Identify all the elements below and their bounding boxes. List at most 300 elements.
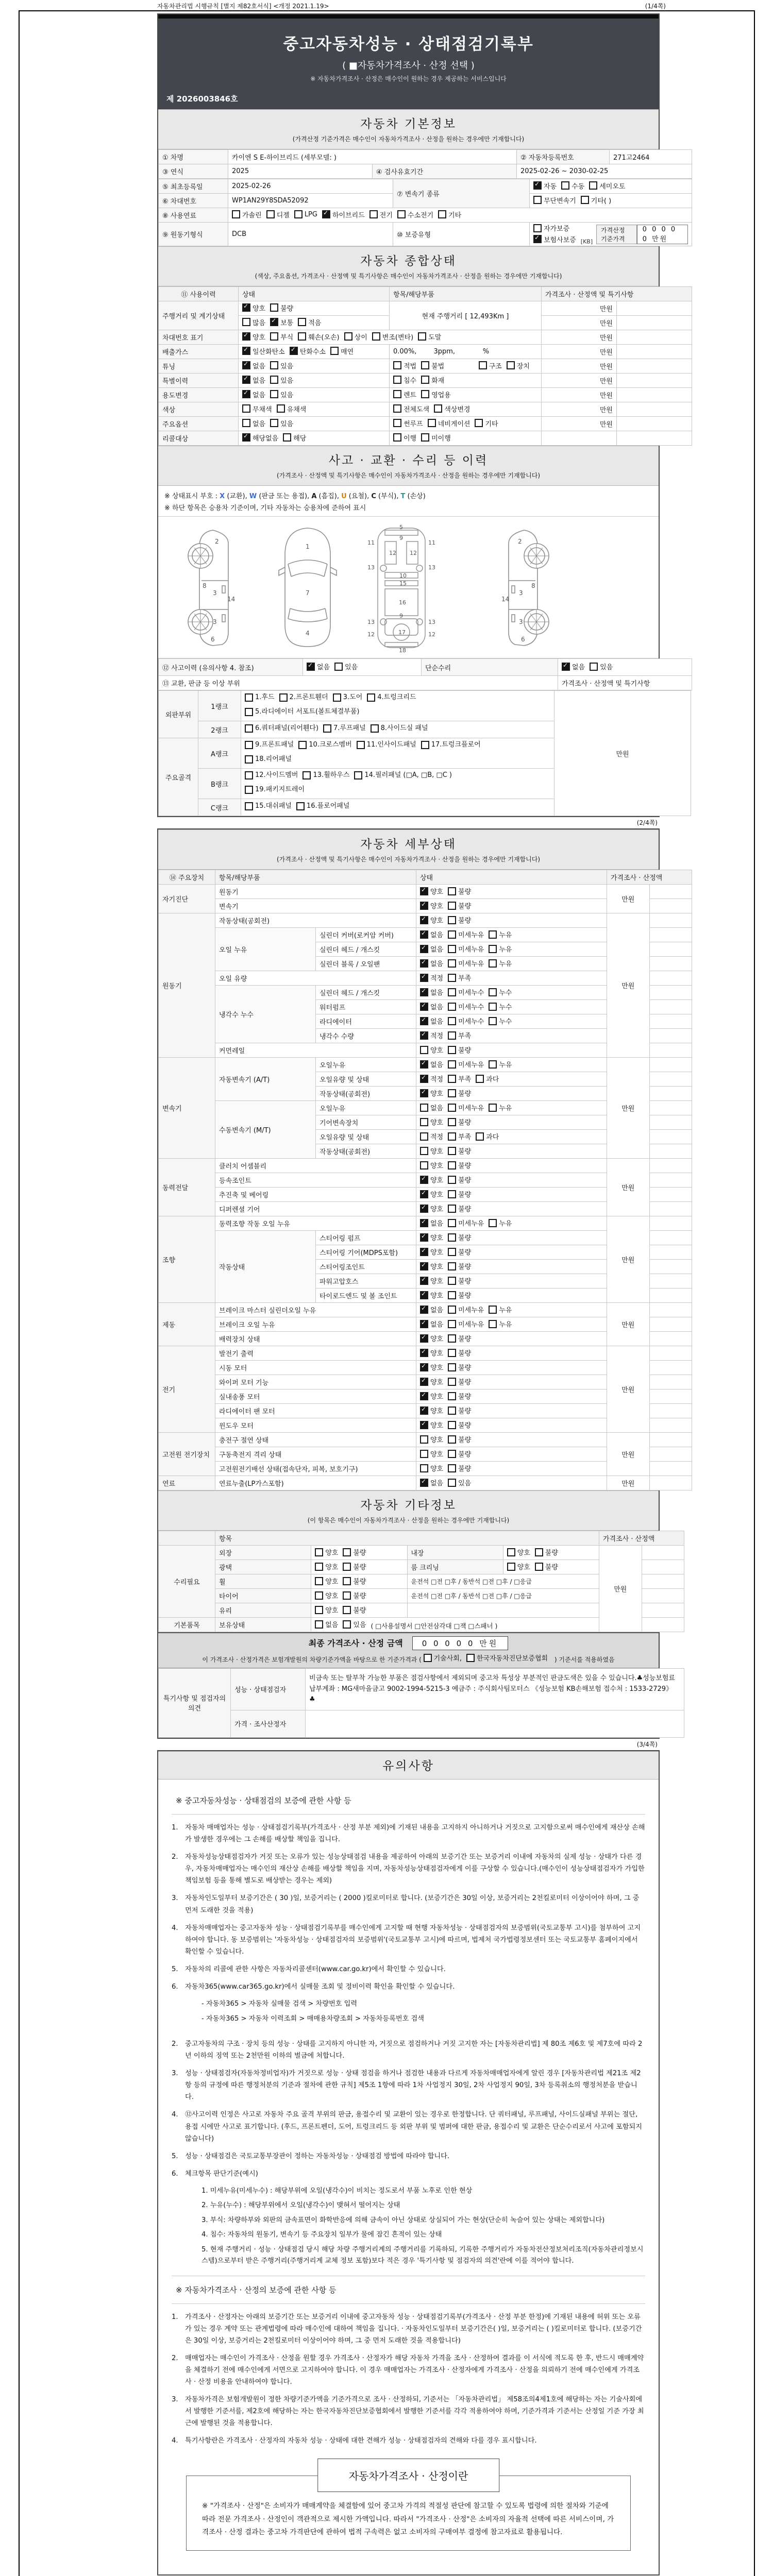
checkbox-option[interactable] — [420, 1160, 443, 1170]
checkbox-option[interactable] — [489, 1304, 512, 1314]
checkbox-option[interactable] — [421, 433, 451, 443]
checkbox-option[interactable] — [315, 1547, 338, 1557]
checkbox-option[interactable] — [489, 1218, 512, 1228]
checkbox-option[interactable] — [590, 662, 613, 671]
checkbox-option[interactable] — [420, 1434, 443, 1444]
unchecked-checkbox-icon — [242, 318, 250, 326]
checkbox-option[interactable] — [448, 944, 484, 954]
checkbox-option[interactable] — [393, 418, 423, 428]
checkbox-option[interactable] — [448, 915, 471, 925]
checkbox-option[interactable] — [354, 769, 452, 781]
fuel-options — [228, 208, 692, 223]
field-label: ① 차명 — [159, 150, 228, 164]
checkbox-option[interactable] — [421, 389, 451, 399]
checkbox-option[interactable] — [448, 1304, 484, 1314]
option-label: 없음 — [430, 1480, 444, 1488]
checkbox-option[interactable] — [448, 1232, 471, 1242]
checkbox-option[interactable] — [420, 958, 443, 968]
checkbox-option[interactable] — [448, 1117, 471, 1127]
checkbox-option[interactable] — [420, 1348, 443, 1358]
option-label: 없음 — [253, 377, 266, 385]
checkbox-option[interactable] — [367, 691, 416, 703]
checkbox-option[interactable] — [393, 361, 416, 370]
checkbox-option[interactable] — [448, 1434, 471, 1444]
checkbox-option[interactable] — [424, 1653, 462, 1663]
option-label: 16.플로어패널 — [306, 802, 350, 810]
option-label: 양호 — [430, 1148, 444, 1156]
option-label: 양호 — [430, 1408, 444, 1416]
checkbox-option[interactable] — [420, 1103, 443, 1112]
checkbox-option[interactable] — [489, 1319, 512, 1329]
checkbox-option[interactable] — [448, 1449, 471, 1459]
checkbox-option[interactable] — [507, 1562, 530, 1571]
checkbox-option[interactable] — [448, 886, 471, 896]
notice-item: 5. 성능 · 상태점검은 국토교통부장관이 정하는 자동차성능 · 상태점검 방법에 따라야 합니다. — [172, 2152, 450, 2160]
checkbox-option[interactable] — [448, 1391, 471, 1401]
checkbox-option[interactable] — [448, 1030, 471, 1040]
checkbox-option[interactable] — [448, 1088, 471, 1098]
blank-cell — [649, 913, 692, 928]
unchecked-checkbox-icon — [270, 376, 278, 384]
option-label: 1.후드 — [255, 693, 275, 701]
unchecked-checkbox-icon — [420, 1132, 428, 1141]
checkbox-option[interactable] — [418, 332, 441, 342]
checkbox-option[interactable] — [533, 181, 557, 191]
checkbox-option[interactable] — [489, 944, 512, 954]
checkbox-option[interactable] — [420, 1319, 443, 1329]
checkbox-option[interactable] — [489, 987, 512, 997]
checked-checkbox-icon — [420, 1248, 428, 1256]
legend-code: U (요철) — [341, 493, 367, 500]
checkbox-option[interactable] — [420, 1218, 443, 1228]
checked-checkbox-icon — [420, 1060, 428, 1069]
checkbox-option[interactable] — [270, 332, 293, 342]
checkbox-option[interactable] — [343, 1576, 366, 1586]
checkbox-option[interactable] — [245, 753, 292, 765]
svg-text:14: 14 — [227, 596, 235, 603]
unchecked-checkbox-icon — [448, 1392, 456, 1400]
checkbox-option[interactable] — [393, 404, 429, 414]
checkbox-option[interactable] — [298, 332, 339, 342]
checkbox-option[interactable] — [448, 1276, 471, 1285]
checkbox-option[interactable] — [420, 1088, 443, 1098]
unchecked-checkbox-icon — [448, 1104, 456, 1112]
option-label: 불량 — [458, 1090, 472, 1098]
checkbox-option[interactable] — [420, 1002, 443, 1011]
unchecked-checkbox-icon — [420, 1046, 428, 1054]
unchecked-checkbox-icon — [245, 771, 253, 779]
option-label: 불량 — [458, 1422, 472, 1430]
checkbox-option[interactable] — [315, 1590, 338, 1600]
checkbox-option[interactable] — [420, 1463, 443, 1473]
checkbox-option[interactable] — [420, 1478, 443, 1487]
checkbox-option[interactable] — [420, 1449, 443, 1459]
checkbox-option[interactable] — [372, 332, 413, 342]
unchecked-checkbox-icon — [420, 1118, 428, 1126]
checkbox-option[interactable] — [475, 418, 498, 428]
checkbox-option[interactable] — [242, 332, 265, 342]
checkbox-option[interactable] — [245, 784, 305, 795]
checkbox-option[interactable] — [245, 706, 360, 718]
checkbox-option[interactable] — [270, 375, 293, 385]
option-label: 양호 — [430, 1234, 444, 1243]
checkbox-option[interactable] — [448, 1261, 471, 1271]
checkbox-option[interactable] — [448, 1247, 471, 1257]
option-label: 미세누유 — [458, 960, 484, 969]
item-name: 휠 — [215, 1574, 311, 1589]
checked-checkbox-icon — [420, 1306, 428, 1314]
checkbox-option[interactable] — [298, 739, 351, 751]
blank-cell — [649, 1418, 692, 1433]
basic-info — [158, 149, 692, 179]
checkbox-option[interactable] — [242, 375, 265, 385]
checkbox-option[interactable] — [270, 317, 293, 327]
checkbox-option[interactable] — [420, 1016, 443, 1026]
checked-checkbox-icon — [533, 235, 542, 243]
checkbox-option[interactable] — [448, 958, 484, 968]
unchecked-checkbox-icon — [372, 332, 380, 341]
checkbox-option[interactable] — [315, 1605, 338, 1615]
checkbox-option[interactable] — [343, 1619, 366, 1629]
option-label: 불량 — [280, 304, 294, 313]
option-label: 불량 — [458, 1148, 472, 1156]
unchecked-checkbox-icon — [421, 390, 429, 398]
checkbox-option[interactable] — [507, 1547, 530, 1557]
checkbox-option[interactable] — [448, 1016, 484, 1026]
checkbox-option[interactable] — [245, 722, 318, 734]
checkbox-option[interactable] — [315, 1562, 338, 1571]
detail-state — [158, 870, 692, 1490]
checkbox-option[interactable] — [562, 662, 585, 671]
state-options — [416, 1260, 607, 1274]
checkbox-option[interactable] — [420, 1131, 443, 1141]
checkbox-option[interactable] — [448, 1290, 471, 1300]
price-cell: 만원 — [607, 1303, 650, 1346]
checked-checkbox-icon — [242, 376, 250, 384]
state-options — [416, 1144, 607, 1159]
option-label: 불량 — [545, 1549, 558, 1557]
checkbox-option[interactable] — [420, 1232, 443, 1242]
checkbox-option[interactable] — [428, 418, 470, 428]
checkbox-option[interactable] — [333, 691, 363, 703]
option-label: 없음 — [430, 1105, 444, 1113]
state-options — [416, 1476, 607, 1490]
checkbox-option[interactable] — [343, 1562, 366, 1571]
option-label: 없음 — [430, 946, 444, 954]
option-label: 양호 — [430, 888, 444, 896]
checkbox-option[interactable] — [420, 929, 443, 939]
engine-type-value: DCB — [228, 223, 393, 246]
checkbox-option[interactable] — [448, 1478, 471, 1487]
state-options — [311, 1546, 407, 1560]
diagram-note: ※ 하단 항목은 승용차 기준이며, 기타 자동차는 승용차에 준하여 표시 — [158, 501, 659, 517]
option-label: 미세누유 — [458, 931, 484, 940]
option-label: 4.트렁크리드 — [377, 693, 416, 701]
unchecked-checkbox-icon — [434, 404, 442, 413]
checkbox-option[interactable] — [533, 223, 569, 233]
checkbox-option[interactable] — [420, 1074, 443, 1083]
checkbox-option[interactable] — [420, 1146, 443, 1156]
usage-label: 주요옵션 — [159, 417, 239, 431]
checkbox-option[interactable] — [242, 404, 272, 414]
notice-item: 2. 매매업자는 매수인이 가격조사 · 산정을 원할 경우 가격조사 · 산정자가 해당 자동차 가격을 조사 · 산정하여 결과를 이 서식에 적도록 한 후, 반드시 매매계약을 체결하기 전에 매수인에게 서면으로 고지하여야 합니다. 이 경우 매매업자는 가격조사 · 산정자에게 가격조사 · 산정을 의뢰하기 전에 매수인에게 가격조사 · 산정 비용을 안내하여야 합니다. — [172, 2354, 644, 2386]
checkbox-option[interactable] — [448, 1362, 471, 1372]
checkbox-option[interactable] — [420, 1405, 443, 1415]
svg-text:3: 3 — [212, 589, 217, 597]
checkbox-option[interactable] — [420, 1391, 443, 1401]
checkbox-option[interactable] — [489, 929, 512, 939]
checkbox-option[interactable] — [448, 1405, 471, 1415]
item-label: 스티어링 기어(MDPS포함) — [316, 1245, 416, 1260]
checkbox-option[interactable] — [420, 987, 443, 997]
checkbox-option[interactable] — [448, 1160, 471, 1170]
state-options-2 — [503, 1560, 599, 1574]
checkbox-option[interactable] — [270, 361, 293, 370]
checkbox-option[interactable] — [245, 739, 294, 751]
state-options — [239, 417, 390, 431]
checkbox-option[interactable] — [245, 769, 298, 781]
checkbox-option[interactable] — [533, 234, 576, 244]
checkbox-option[interactable] — [420, 1290, 443, 1300]
checkbox-option[interactable] — [343, 1590, 366, 1600]
checkbox-option[interactable] — [420, 1362, 443, 1372]
checkbox-option[interactable] — [489, 1059, 512, 1069]
checkbox-option[interactable] — [479, 361, 502, 370]
checkbox-option[interactable] — [369, 210, 393, 219]
checkbox-option[interactable] — [448, 1463, 471, 1473]
item-name-2: 내장 — [407, 1546, 503, 1560]
checkbox-option[interactable] — [448, 987, 484, 997]
checkbox-option[interactable] — [420, 1045, 443, 1055]
checkbox-option[interactable] — [283, 433, 306, 443]
checkbox-option[interactable] — [448, 1103, 484, 1112]
checkbox-option[interactable] — [420, 1420, 443, 1430]
checkbox-option[interactable] — [448, 1175, 471, 1184]
checked-checkbox-icon — [322, 210, 330, 218]
checkbox-option[interactable] — [589, 181, 625, 191]
option-label: 과다 — [486, 1133, 499, 1142]
checkbox-option[interactable] — [420, 1059, 443, 1069]
checkbox-option[interactable] — [420, 1276, 443, 1285]
checkbox-option[interactable] — [448, 1218, 484, 1228]
checkbox-option[interactable] — [420, 901, 443, 910]
checkbox-option[interactable] — [489, 1103, 512, 1112]
checkbox-option[interactable] — [420, 1030, 443, 1040]
svg-text:11: 11 — [367, 539, 375, 546]
checkbox-option[interactable] — [420, 1204, 443, 1213]
checkbox-option[interactable] — [420, 1261, 443, 1271]
unchecked-checkbox-icon — [323, 724, 331, 733]
checkbox-option[interactable] — [489, 1016, 512, 1026]
unchecked-checkbox-icon — [448, 1219, 456, 1227]
section-note: (이 항목은 매수인이 자동차가격조사 · 산정을 원하는 경우에만 기재합니다) — [307, 1517, 510, 1524]
checkbox-option[interactable] — [344, 332, 367, 342]
checkbox-option[interactable] — [489, 958, 512, 968]
checkbox-option[interactable] — [343, 1547, 366, 1557]
checkbox-option[interactable] — [438, 210, 461, 219]
checkbox-option[interactable] — [533, 195, 576, 205]
checkbox-option[interactable] — [420, 1304, 443, 1314]
checkbox-option[interactable] — [448, 1146, 471, 1156]
checkbox-option[interactable] — [448, 929, 484, 939]
state-options — [416, 986, 607, 1000]
checkbox-option[interactable] — [334, 662, 358, 671]
blank-cell — [649, 1317, 692, 1332]
basic-info-2 — [158, 179, 692, 246]
checkbox-option[interactable] — [448, 1377, 471, 1386]
item-label: 와이퍼 모터 기능 — [215, 1375, 416, 1389]
checkbox-option[interactable] — [420, 1247, 443, 1257]
checkbox-option[interactable] — [434, 404, 470, 414]
checkbox-option[interactable] — [245, 800, 292, 812]
checkbox-option[interactable] — [296, 800, 349, 812]
field-label: ③ 연식 — [159, 164, 228, 179]
checkbox-option[interactable] — [294, 210, 317, 218]
option-label: 불량 — [353, 1592, 366, 1601]
checkbox-option[interactable] — [448, 973, 471, 982]
checkbox-option[interactable] — [448, 1074, 471, 1083]
checkbox-option[interactable] — [448, 1204, 471, 1213]
checkbox-option[interactable] — [330, 346, 354, 356]
checkbox-option[interactable] — [270, 418, 293, 428]
checkbox-option[interactable] — [421, 375, 444, 385]
checkbox-option[interactable] — [303, 769, 349, 781]
svg-text:3: 3 — [518, 589, 523, 597]
checkbox-option[interactable] — [448, 901, 471, 910]
checkbox-option[interactable] — [323, 722, 366, 734]
unchecked-checkbox-icon — [428, 419, 436, 427]
checkbox-option[interactable] — [242, 303, 265, 313]
checkbox-option[interactable] — [242, 389, 265, 399]
checkbox-option[interactable] — [322, 210, 365, 219]
rank-items — [241, 769, 554, 799]
unchecked-checkbox-icon — [420, 1450, 428, 1458]
checkbox-option[interactable] — [371, 722, 428, 734]
svg-text:15: 15 — [399, 580, 407, 587]
checkbox-option[interactable] — [489, 1002, 512, 1011]
checkbox-option[interactable] — [561, 181, 584, 191]
checkbox-option[interactable] — [393, 433, 416, 443]
final-price-amount: 0 0 0 0 0 만원 — [412, 1636, 509, 1650]
option-label: 10.크로스멤버 — [309, 741, 352, 749]
option-label: 양호 — [517, 1549, 530, 1557]
checkbox-option[interactable] — [420, 915, 443, 925]
unchecked-checkbox-icon — [448, 1003, 456, 1011]
checkbox-option[interactable] — [448, 1420, 471, 1430]
item-label: 충전구 절연 상태 — [215, 1433, 416, 1447]
checkbox-option[interactable] — [242, 418, 265, 428]
checkbox-option[interactable] — [581, 195, 611, 205]
checkbox-option[interactable] — [448, 1131, 471, 1141]
option-label: 적정 — [430, 1032, 444, 1041]
checked-checkbox-icon — [420, 1320, 428, 1328]
unchecked-checkbox-icon — [535, 1563, 543, 1571]
checkbox-option[interactable] — [420, 1175, 443, 1184]
option-label: 양호 — [325, 1564, 339, 1572]
checkbox-option[interactable] — [448, 1348, 471, 1358]
checkbox-option[interactable] — [448, 1045, 471, 1055]
option-label: 있음 — [280, 420, 294, 428]
checkbox-option[interactable] — [476, 1131, 499, 1141]
checkbox-option[interactable] — [466, 1653, 548, 1663]
checkbox-option[interactable] — [393, 375, 416, 385]
checkbox-option[interactable] — [242, 317, 265, 327]
checkbox-option[interactable] — [357, 739, 416, 751]
checkbox-option[interactable] — [420, 973, 443, 982]
checkbox-option[interactable] — [270, 303, 293, 313]
checkbox-option[interactable] — [266, 210, 290, 219]
unchecked-checkbox-icon — [424, 1654, 432, 1662]
checkbox-option[interactable] — [507, 361, 530, 370]
checkbox-option[interactable] — [420, 886, 443, 896]
checkbox-option[interactable] — [315, 1619, 338, 1629]
checkbox-option[interactable] — [242, 346, 285, 356]
checkbox-option[interactable] — [290, 346, 326, 356]
checkbox-option[interactable] — [245, 691, 275, 703]
item-label: 실린더 헤드 / 개스킷 — [316, 986, 416, 1000]
option-label: 적법 — [404, 362, 417, 370]
checkbox-option[interactable] — [270, 389, 293, 399]
option-label: 유채색 — [287, 405, 307, 414]
checkbox-option[interactable] — [277, 404, 307, 414]
checkbox-option[interactable] — [420, 1333, 443, 1343]
checkbox-option[interactable] — [242, 433, 278, 443]
field-label: ⑨ 원동기형식 — [159, 223, 228, 246]
device-label: 제동 — [159, 1303, 215, 1346]
checkbox-option[interactable] — [448, 1059, 484, 1069]
checkbox-option[interactable] — [242, 361, 265, 370]
checkbox-option[interactable] — [448, 1002, 484, 1011]
checkbox-option[interactable] — [343, 1605, 366, 1615]
item-label: 오일유량 및 상태 — [316, 1072, 416, 1087]
checkbox-option[interactable] — [448, 1319, 484, 1329]
state-options — [416, 913, 607, 928]
checkbox-option[interactable] — [420, 1117, 443, 1127]
checkbox-option[interactable] — [420, 1377, 443, 1386]
checkbox-option[interactable] — [420, 944, 443, 954]
checkbox-option[interactable] — [397, 210, 433, 219]
checkbox-option[interactable] — [535, 1547, 558, 1557]
option-label: 불량 — [458, 1162, 472, 1171]
unchecked-checkbox-icon — [270, 390, 278, 398]
checkbox-option[interactable] — [535, 1562, 558, 1571]
state-options — [239, 345, 390, 359]
blank-cell — [617, 316, 692, 330]
checkbox-option[interactable] — [421, 739, 481, 751]
checkbox-option[interactable] — [448, 1189, 471, 1199]
checkbox-option[interactable] — [421, 361, 444, 370]
item-label: 오일누유 — [316, 1101, 416, 1115]
option-label: 해당 — [293, 434, 307, 443]
checkbox-option[interactable] — [307, 662, 330, 671]
option-label: 전체도색 — [404, 405, 430, 414]
checkbox-option[interactable] — [279, 691, 328, 703]
checkbox-option[interactable] — [448, 1333, 471, 1343]
option-label: 없음 — [317, 664, 330, 672]
checkbox-option[interactable] — [232, 210, 262, 219]
checkbox-option[interactable] — [476, 1074, 499, 1083]
rank-label: A랭크 — [198, 738, 241, 769]
checkbox-option[interactable] — [393, 389, 416, 399]
unchecked-checkbox-icon — [448, 945, 456, 953]
sub-group-label: 오일 누유 — [215, 928, 316, 971]
checkbox-option[interactable] — [298, 317, 321, 327]
checkbox-option[interactable] — [315, 1576, 338, 1586]
notice-item: 1. 가격조사 · 산정자는 아래의 보증기간 또는 보증거리 이내에 중고자동차 성능 · 상태점검기록부(가격조사 · 산정 부분 한정)에 기재된 내용에 허위 또는 오류가 있는 경우 계약 또는 관계법령에 따라 매수인에 대하여 책임을 집니다. · 자동차인도일부터 보증기간은( )일, 보증거리는 ( )킬로미터로 합니다. (보증기간은 30일 이상, 보증거리는 2천킬로미터 이상이어야 하며, 그 중 먼저 도래한 것을 적용합니다) — [172, 2313, 642, 2345]
checked-checkbox-icon — [420, 902, 428, 910]
unchecked-checkbox-icon — [448, 1421, 456, 1429]
checkbox-option[interactable] — [420, 1189, 443, 1199]
